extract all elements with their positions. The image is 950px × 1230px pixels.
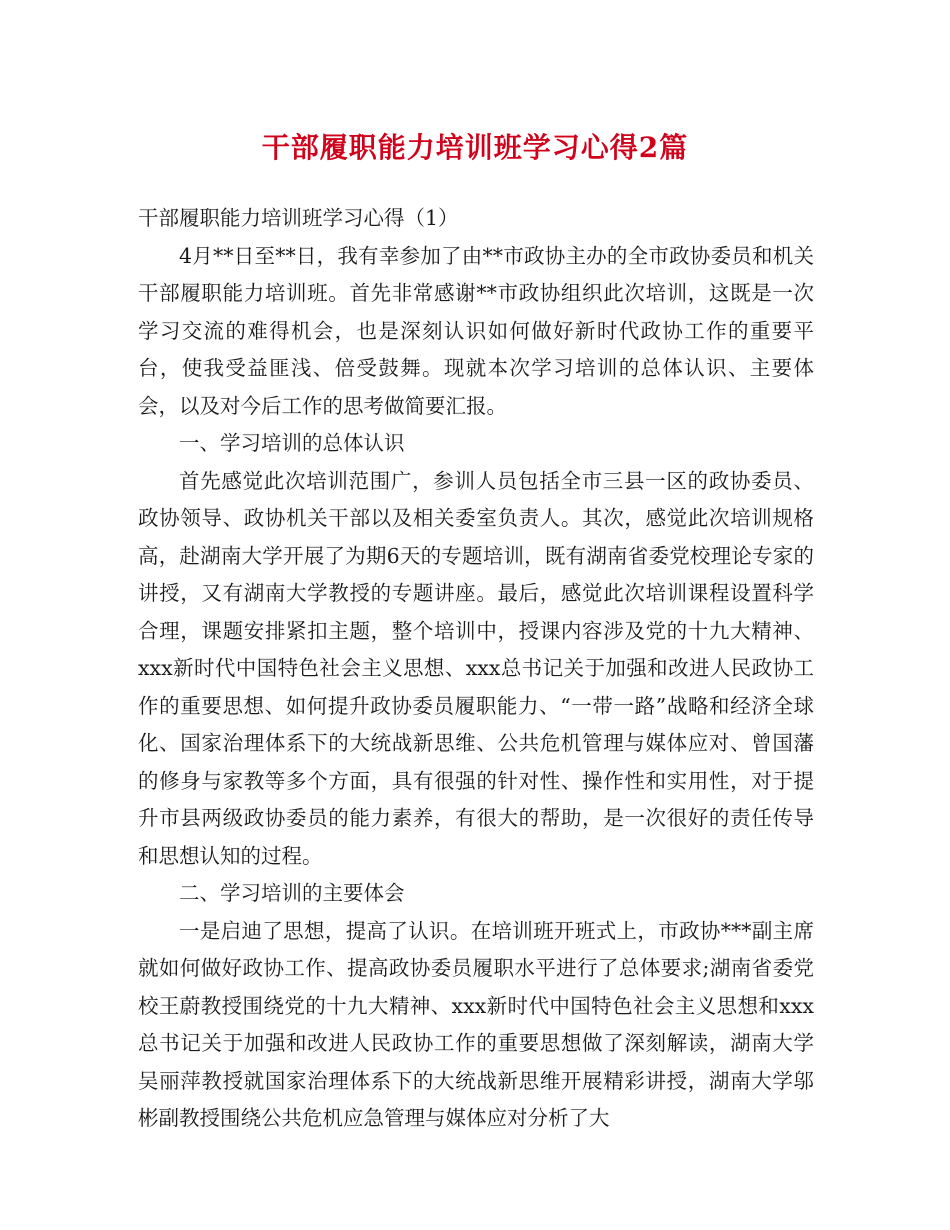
section-heading: 干部履职能力培训班学习心得（1） [138,206,459,230]
section-heading: 一、学习培训的总体认识 [179,431,405,455]
intro-paragraph: 4月**日至**日，我有幸参加了由**市政协主办的全市政协委员和机关干部履职能力培训班。首先非常感谢**市政协组织此次培训，这既是一次学习交流的难得机会，也是深刻认识如何做好新时代政协工作的重要平台，使我受益匪浅、倍受鼓舞。现就本次学习培训的总体认识、主要体会，以及对今后工作的思考做简要汇报。 [138,243,814,418]
body-paragraph: 首先感觉此次培训范围广，参训人员包括全市三县一区的政协委员、政协领导、政协机关干部以及相关委室负责人。其次，感觉此次培训规格高，赴湖南大学开展了为期6天的专题培训，既有湖南省委党校理论专家的讲授，又有湖南大学教授的专题讲座。最后，感觉此次培训课程设置科学合理，课题安排紧扣主题，整个培训中，授课内容涉及党的十九大精神、xxx新时代中国特色社会主义思想、xxx总书记关于加强和改进人民政协工作的重要思想、如何提升政协委员履职能力、“一带一路”战略和经济全球化、国家治理体系下的大统战新思维、公共危机管理与媒体应对、曾国藩的修身与家教等多个方面，具有很强的针对性、操作性和实用性，对于提升市县两级政协委员的能力素养，有很大的帮助，是一次很好的责任传导和思想认知的过程。 [138,468,814,868]
body-paragraph: 一是启迪了思想，提高了认识。在培训班开班式上，市政协***副主席就如何做好政协工作、提高政协委员履职水平进行了总体要求;湖南省委党校王蔚教授围绕党的十九大精神、xxx新时代中国特色社会主义思想和xxx总书记关于加强和改进人民政协工作的重要思想做了深刻解读，湖南大学吴丽萍教授就国家治理体系下的大统战新思维开展精彩讲授，湖南大学邬彬副教授围绕公共危机应急管理与媒体应对分析了大 [138,918,814,1130]
document-body [138,200,814,1138]
document-title: 干部履职能力培训班学习心得2篇 [261,131,689,164]
section-heading: 二、学习培训的主要体会 [179,881,405,905]
